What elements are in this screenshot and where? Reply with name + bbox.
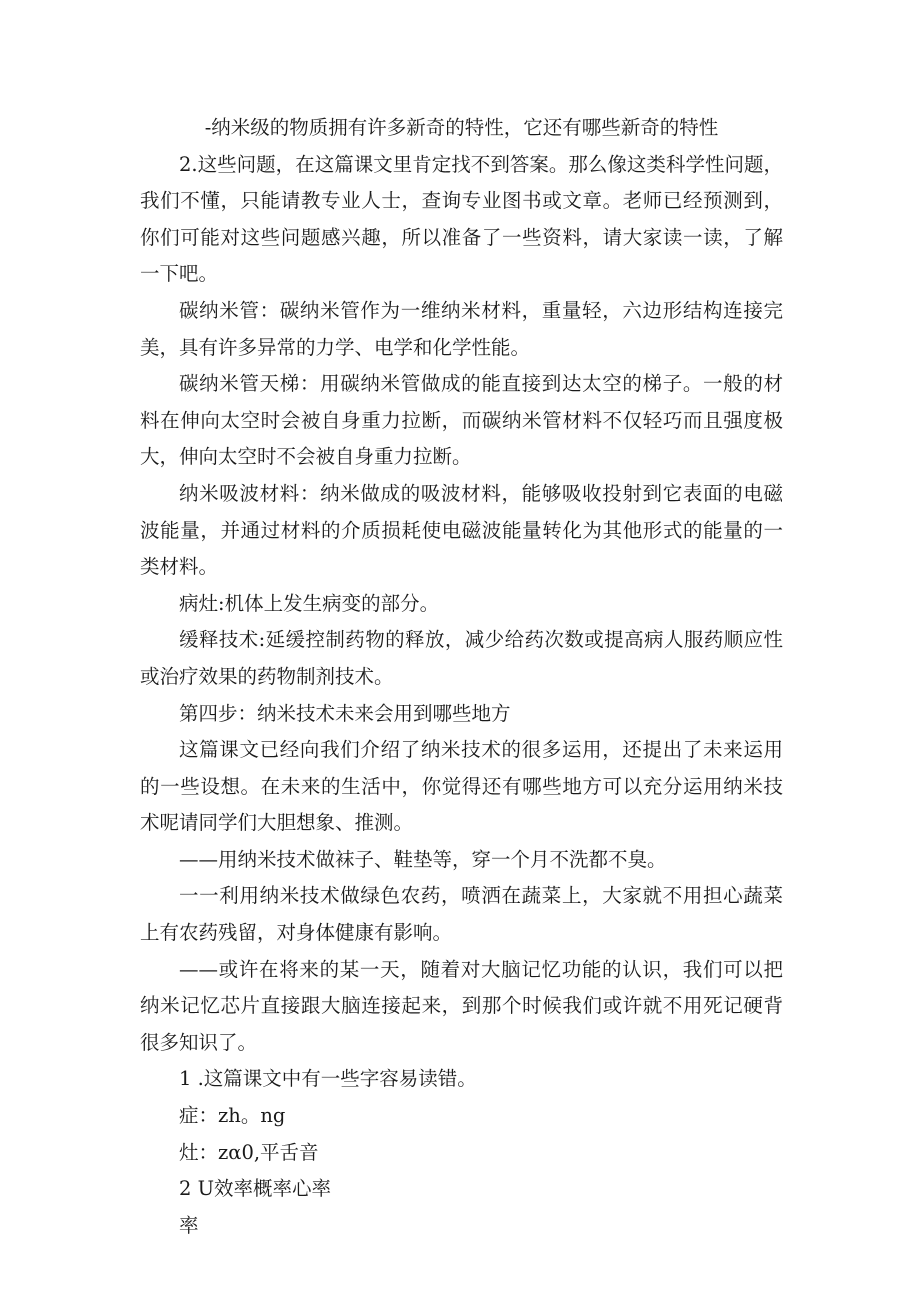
character-lv: 率 bbox=[179, 1213, 199, 1237]
idea-pesticide: 一一利用纳米技术做绿色农药，喷洒在蔬菜上，大家就不用担心蔬菜上有农药残留，对身体健康有影响。 bbox=[140, 884, 783, 945]
paragraph-carbon-nanotube: 碳纳米管：碳纳米管作为一维纳米材料，重量轻，六边形结构连接完美，具有许多异常的力学、电学和化学性能。 bbox=[140, 298, 783, 359]
paragraph-future-use: 这篇课文已经向我们介绍了纳米技术的很多运用，还提出了未来运用的一些设想。在未来的生活中，你觉得还有哪些地方可以充分运用纳米技术呢请同学们大胆想象、推测。 bbox=[140, 738, 783, 835]
step-four-heading: 第四步：纳米技术未来会用到哪些地方 bbox=[179, 701, 511, 725]
document-body bbox=[140, 110, 783, 1244]
paragraph-absorbing-material: 纳米吸波材料：纳米做成的吸波材料，能够吸收投射到它表面的电磁波能量，并通过材料的介质损耗使电磁波能量转化为其他形式的能量的一类材料。 bbox=[140, 481, 783, 579]
idea-socks: ——用纳米技术做袜子、鞋垫等，穿一个月不洗都不臭。 bbox=[179, 847, 667, 871]
pronunciation-zheng: 症：zh。ng bbox=[179, 1104, 286, 1128]
paragraph-nanotube-ladder: 碳纳米管天梯：用碳纳米管做成的能直接到达太空的梯子。一般的材料在伸向太空时会被自身重力拉断，而碳纳米管材料不仅轻巧而且强度极大，伸向太空时不会被自身重力拉断。 bbox=[140, 372, 783, 469]
intro-question-line: -纳米级的物质拥有许多新奇的特性，它还有哪些新奇的特性 bbox=[204, 116, 719, 139]
paragraph-research-intro: 2.这些问题，在这篇课文里肯定找不到答案。那么像这类科学性问题，我们不懂，只能请教专业人士，查询专业图书或文章。老师已经预测到，你们可能对这些问题感兴趣，所以准备了一些资料，请大家读一读，了解一下吧。 bbox=[140, 152, 783, 286]
pronunciation-heading: 1 .这篇课文中有一些字容易读错。 bbox=[179, 1067, 477, 1091]
pronunciation-zao: 灶：zα0,平舌音 bbox=[179, 1140, 319, 1164]
word-list-lv: 2 U效率概率心率 bbox=[179, 1177, 332, 1201]
paragraph-slow-release: 缓释技术:延缓控制药物的释放，减少给药次数或提高病人服药顺应性或治疗效果的药物制剂技术。 bbox=[140, 628, 783, 688]
idea-memory-chip: ——或许在将来的某一天，随着对大脑记忆功能的认识，我们可以把纳米记忆芯片直接跟大脑连接起来，到那个时候我们或许就不用死记硬背很多知识了。 bbox=[140, 957, 783, 1054]
paragraph-lesion: 病灶:机体上发生病变的部分。 bbox=[179, 591, 440, 615]
